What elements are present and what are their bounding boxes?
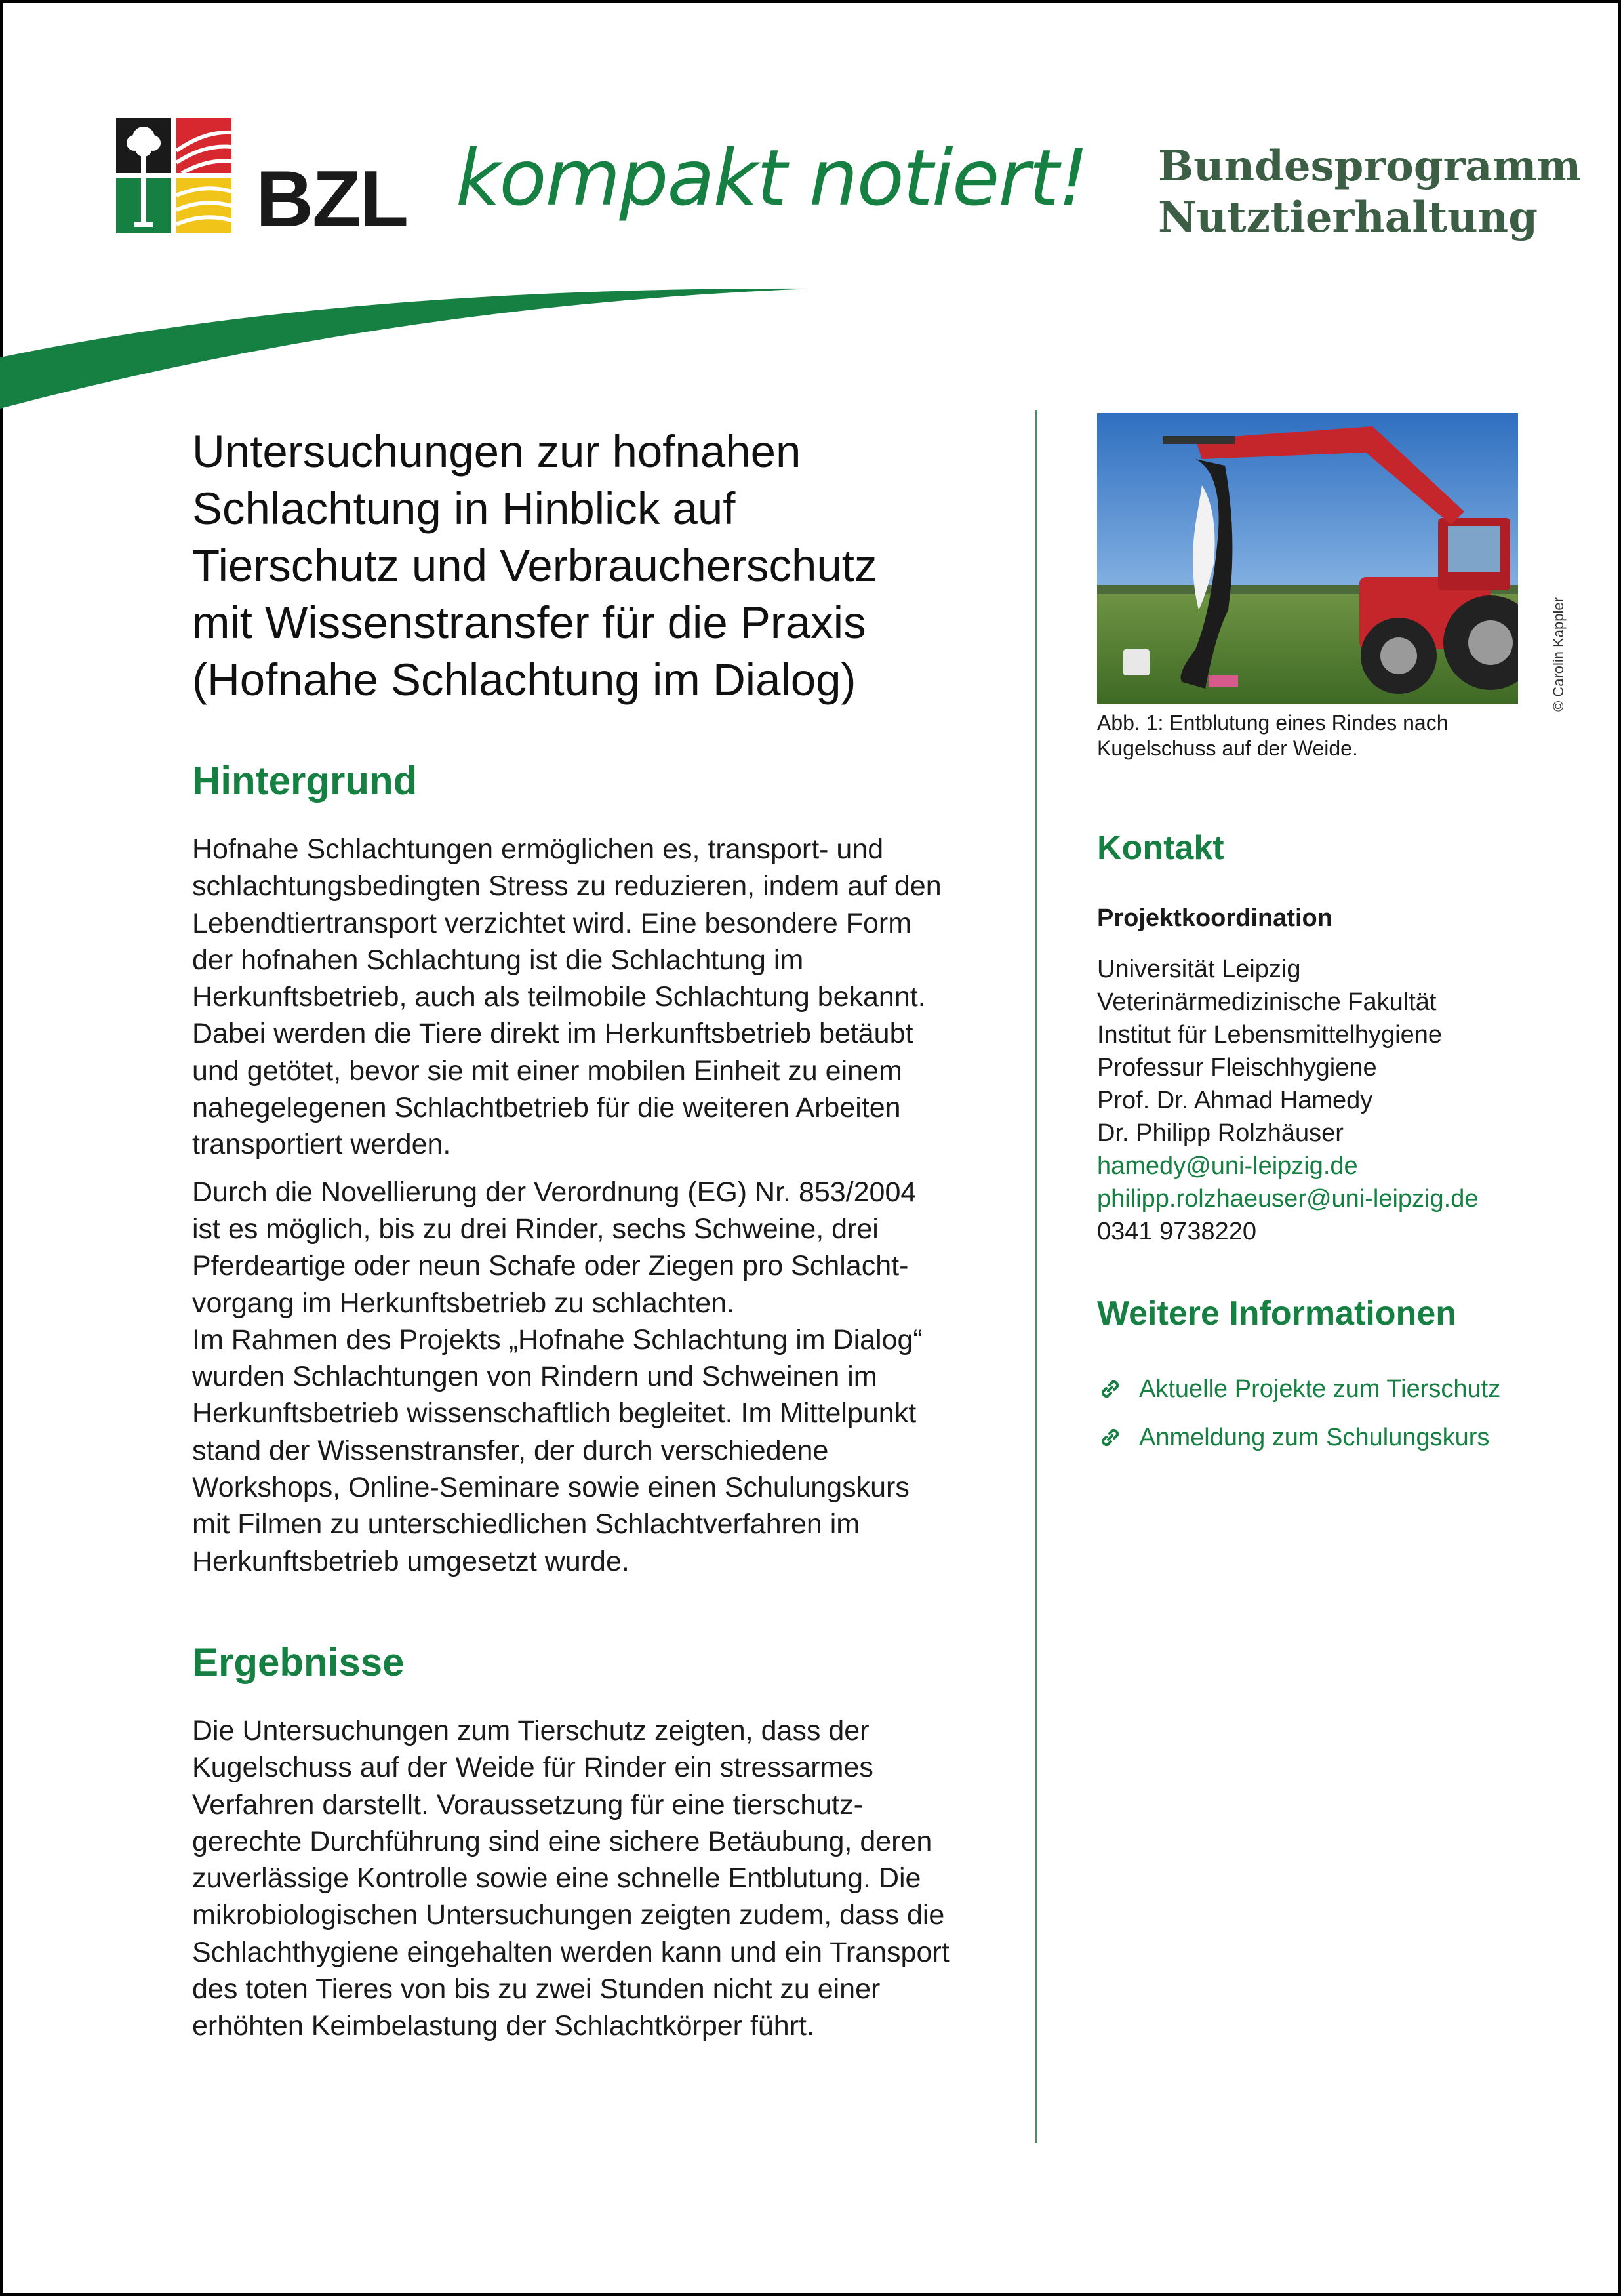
contact-list — [1097, 953, 1523, 1248]
hintergrund-heading: Hintergrund — [192, 759, 418, 803]
document-title — [192, 423, 1031, 708]
bzl-logo — [116, 118, 408, 243]
text-line: Kugelschuss auf der Weide für Rinder ein stressarmes — [192, 1752, 873, 1784]
text-line: Schlachthygiene eingehalten werden kann und ein Transport — [192, 1936, 950, 1968]
text-line: Lebendtiertransport verzichtet wird. Eine besondere Form — [192, 907, 912, 939]
main-column — [192, 423, 1031, 2045]
projektkoordination-label: Projektkoordination — [1097, 904, 1332, 932]
link-icon — [1097, 1424, 1123, 1451]
link-label: Aktuelle Projekte zum Tierschutz — [1139, 1375, 1501, 1403]
contact-line: Universität Leipzig — [1097, 956, 1301, 983]
contact-line: Prof. Dr. Ahmad Hamedy — [1097, 1087, 1373, 1114]
text-line: Herkunftsbetrieb, auch als teilmobile Schlachtung bekannt. — [192, 981, 926, 1013]
email-link-rolzhaeuser[interactable]: philipp.rolzhaeuser@uni-leipzig.de — [1097, 1185, 1479, 1213]
title-line: Schlachtung in Hinblick auf — [192, 483, 736, 534]
photo-credit: © Carolin Kappler — [1550, 597, 1567, 712]
link-aktuelle-projekte[interactable] — [1097, 1373, 1523, 1405]
ergebnisse-text — [192, 1712, 1031, 2045]
link-icon — [1097, 1376, 1123, 1402]
title-line: mit Wissenstransfer für die Praxis — [192, 597, 866, 648]
ergebnisse-heading: Ergebnisse — [192, 1640, 405, 1684]
email-link-hamedy[interactable]: hamedy@uni-leipzig.de — [1097, 1152, 1358, 1180]
text-line: des toten Tieres von bis zu zwei Stunden nicht zu einer — [192, 1973, 881, 2005]
hintergrund-text — [192, 831, 1031, 1580]
text-line: wurden Schlachtungen von Rindern und Schweinen im — [192, 1361, 877, 1393]
text-line: nahegelegenen Schlachtbetrieb für die weiteren Arbeiten — [192, 1092, 901, 1124]
logo-text: BZL — [256, 154, 408, 243]
info-links — [1097, 1373, 1523, 1454]
program-title — [1158, 141, 1581, 243]
title-line: Tierschutz und Verbraucherschutz — [192, 540, 877, 591]
tagline: kompakt notiert! — [456, 132, 1088, 223]
text-line: stand der Wissenstransfer, der durch verschiedene — [192, 1434, 829, 1466]
bzl-logo-icon — [116, 118, 231, 233]
text-line: Durch die Novellierung der Verordnung (EG) Nr. 853/2004 — [192, 1176, 917, 1208]
text-line: schlachtungsbedingten Stress zu reduzieren, indem auf den — [192, 870, 942, 902]
text-line: zuverlässige Kontrolle sowie eine schnelle Entblutung. Die — [192, 1863, 921, 1895]
hintergrund-paragraph-1 — [192, 831, 1031, 1163]
sidebar — [1097, 413, 1523, 1470]
contact-line: Institut für Lebensmittelhygiene — [1097, 1021, 1442, 1049]
link-anmeldung-schulungskurs[interactable] — [1097, 1421, 1523, 1454]
caption-line: Kugelschuss auf der Weide. — [1097, 736, 1358, 760]
photo-caption — [1097, 710, 1523, 761]
text-line: Pferdeartige oder neun Schafe oder Ziegen pro Schlacht- — [192, 1250, 909, 1282]
text-line: Im Rahmen des Projekts „Hofnahe Schlachtung im Dialog“ — [192, 1323, 923, 1356]
text-line: und getötet, bevor sie mit einer mobilen Einheit zu einem — [192, 1055, 902, 1087]
title-line: (Hofnahe Schlachtung im Dialog) — [192, 655, 856, 705]
column-divider — [1035, 410, 1037, 2143]
text-line: Workshops, Online-Seminare sowie einen Schulungskurs — [192, 1472, 910, 1504]
contact-line: Veterinärmedizinische Fakultät — [1097, 988, 1437, 1016]
text-line: erhöhten Keimbelastung der Schlachtkörper führt. — [192, 2010, 814, 2042]
slaughter-photo — [1097, 413, 1518, 704]
kontakt-heading: Kontakt — [1097, 829, 1224, 867]
weitere-informationen-heading: Weitere Informationen — [1097, 1295, 1457, 1333]
title-line: Untersuchungen zur hofnahen — [192, 426, 801, 477]
link-label: Anmeldung zum Schulungskurs — [1139, 1424, 1490, 1451]
ergebnisse-paragraph — [192, 1712, 1031, 2045]
text-line: gerechte Durchführung sind eine sichere Betäubung, deren — [192, 1825, 932, 1857]
text-line: Herkunftsbetrieb umgesetzt wurde. — [192, 1545, 630, 1577]
text-line: Die Untersuchungen zum Tierschutz zeigten, dass der — [192, 1714, 870, 1746]
text-line: vorgang im Herkunftsbetrieb zu schlachten. — [192, 1287, 734, 1319]
caption-line: Abb. 1: Entblutung eines Rindes nach — [1097, 711, 1449, 735]
text-line: Hofnahe Schlachtungen ermöglichen es, transport- und — [192, 834, 884, 865]
text-line: Dabei werden die Tiere direkt im Herkunftsbetrieb betäubt — [192, 1018, 913, 1050]
phone-number: 0341 9738220 — [1097, 1218, 1257, 1245]
text-line: der hofnahen Schlachtung ist die Schlachtung im — [192, 944, 804, 976]
green-swoosh — [0, 279, 820, 416]
text-line: mikrobiologischen Untersuchungen zeigten zudem, dass die — [192, 1899, 945, 1931]
program-title-line-2: Nutztierhaltung — [1158, 193, 1538, 242]
text-line: transportiert werden. — [192, 1129, 451, 1161]
text-line: mit Filmen zu unterschiedlichen Schlachtverfahren im — [192, 1508, 860, 1541]
contact-line: Dr. Philipp Rolzhäuser — [1097, 1119, 1344, 1147]
text-line: Herkunftsbetrieb wissenschaftlich begleitet. Im Mittelpunkt — [192, 1398, 917, 1430]
contact-line: Professur Fleischhygiene — [1097, 1054, 1377, 1081]
text-line: Verfahren darstellt. Voraussetzung für eine tierschutz- — [192, 1788, 863, 1821]
text-line: ist es möglich, bis zu drei Rinder, sechs Schweine, drei — [192, 1213, 879, 1245]
program-title-line-1: Bundesprogramm — [1158, 142, 1582, 191]
hintergrund-paragraph-2 — [192, 1174, 1031, 1580]
